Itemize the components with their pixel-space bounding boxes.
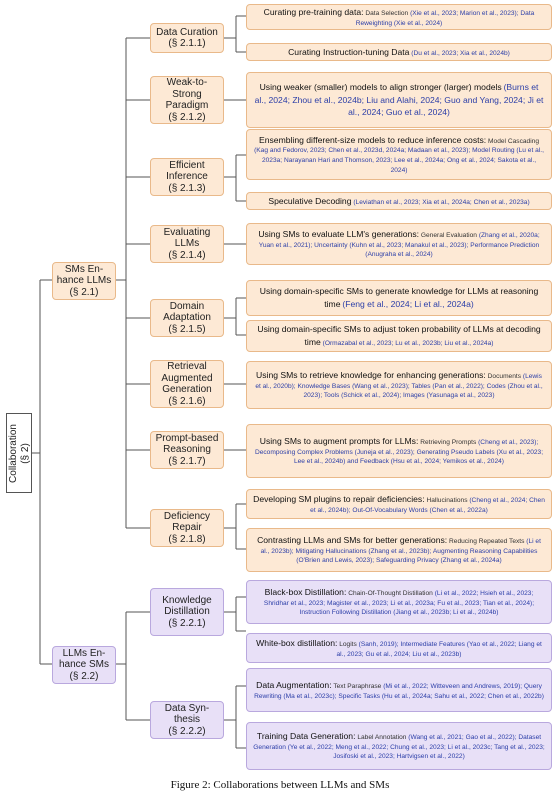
category-section: (§ 2.1.1)	[168, 38, 206, 49]
category-section: (§ 2.1.3)	[168, 182, 206, 194]
leaf-detail: Retrieving Prompts	[420, 439, 477, 447]
leaf-heading: Using domain-specific SMs to generate knowledge for LLMs at reasoning time	[259, 286, 539, 309]
category-weak-to-strong	[150, 76, 224, 124]
leaf-citations: (Xie et al., 2023; Marion et al., 2023); Data Reweighting (Xie et al., 2024)	[355, 9, 535, 27]
category-deficiency-repair	[150, 509, 224, 547]
category-data-curation	[150, 23, 224, 53]
category-title: Data Syn- thesis	[164, 702, 210, 726]
category-section: (§ 2.1.7)	[168, 455, 206, 467]
leaf-citations: (Li et al., 2022; Hsieh et al., 2023; Shridhar et al., 2023; Magister et al., 2023; Li et al., 2023a; Fu et al., 2023; Tian et al., 2024); Instruction Following Distillation (Jiang et al., 2023b; Li et al., 2024b)	[263, 590, 535, 617]
leaf-heading: Using SMs to evaluate LLM's generations:	[258, 229, 420, 240]
category-data-synthesis	[150, 701, 224, 739]
leaf-heading: Contrasting LLMs and SMs for better generations:	[257, 535, 448, 546]
leaf-detail: Chain-Of-Thought Distillation	[348, 590, 433, 598]
category-title: Prompt-based Reasoning	[155, 432, 219, 456]
category-title: Efficient Inference	[166, 159, 208, 183]
leaf-sm-plugins	[246, 489, 552, 519]
leaf-curating-instruction	[246, 43, 552, 61]
leaf-evaluating-generations	[246, 223, 552, 265]
category-section: (§ 2.1.8)	[168, 533, 206, 545]
leaf-heading: Curating pre-training data:	[263, 6, 364, 17]
leaf-heading: Speculative Decoding	[268, 195, 352, 206]
leaf-augment-prompts	[246, 424, 552, 478]
leaf-citations: (Burns et al., 2024; Zhou et al., 2024b; Liu and Alahi, 2024; Guo and Yang, 2024; Ji et al., 2024; Guo et al., 2024)	[254, 82, 544, 118]
leaf-detail: Model Cascading	[488, 137, 539, 145]
leaf-citations: (Lewis et al., 2020b); Knowledge Bases (Wang et al., 2023); Tables (Pan et al., 2022); Codes (Zhou et al., 2023); Tools (Schick et al., 2024); Images (Yasunaga et al., 2023)	[255, 373, 543, 400]
leaf-citations: (Zhang et al., 2020a; Yuan et al., 2021); Uncertainty (Kuhn et al., 2023; Manakul et al., 2023); Performance Prediction (Anugraha et al., 2024)	[258, 232, 540, 259]
category-section: (§ 2.1.4)	[168, 249, 206, 261]
category-efficient-inference	[150, 158, 224, 196]
leaf-data-augmentation	[246, 668, 552, 712]
category-section: (§ 2.1.2)	[168, 111, 206, 123]
leaf-heading: Developing SM plugins to repair deficiencies:	[253, 493, 425, 504]
figure-caption: Figure 2: Collaborations between LLMs and SMs	[170, 779, 390, 791]
branch-llms-enhance-sms	[52, 646, 116, 684]
category-title: Knowledge Distillation	[162, 594, 212, 618]
category-domain-adaptation	[150, 299, 224, 337]
category-title: Weak-to- Strong Paradigm	[165, 77, 209, 111]
leaf-citations: (Cheng et al., 2023); Decomposing Complex Problems (Juneja et al., 2023); Generating Pseudo Labels (Xu et al., 2023; Lee et al., 2024b) and Feedback (Hsu et al., 2024; Yemikos et al., 2024)	[254, 439, 544, 466]
leaf-citations: (Du et al., 2023; Xia et al., 2024b)	[411, 49, 510, 57]
root-label: Collaboration	[7, 423, 19, 483]
leaf-citations: (Feng et al., 2024; Li et al., 2024a)	[342, 299, 474, 309]
category-section: (§ 2.2.2)	[168, 725, 206, 737]
leaf-citations: (Kag and Fedorov, 2023; Chen et al., 2023d, 2024a; Madaan et al., 2023); Model Routing (Lu et al., 2023a; Narayanan Hari and Thomson, 2023; Lee et al., 2024a; Ong et al., 2024; Sakota et al., 2024)	[254, 147, 544, 174]
leaf-domain-knowledge	[246, 280, 552, 316]
leaf-detail: Text Paraphrase	[333, 682, 382, 690]
leaf-retrieve-knowledge	[246, 361, 552, 409]
category-prompt-based-reasoning	[150, 431, 224, 469]
leaf-heading: Training Data Generation:	[256, 731, 356, 742]
branch-title: SMs En- hance LLMs	[56, 263, 112, 287]
leaf-detail: Data Selection	[365, 9, 409, 17]
root-node	[6, 413, 32, 493]
category-retrieval-augmented-generation	[150, 360, 224, 408]
leaf-citations: (Leviathan et al., 2023; Xia et al., 2024a; Chen et al., 2023a)	[353, 198, 530, 206]
leaf-citations: (Wang et al., 2021; Gao et al., 2022); Dataset Generation (Ye et al., 2022; Meng et al., 2022; Chung et al., 2023; Li et al., 2023c; Tang et al., 2023; Josifoski et al., 2023; Hartvigsen et al., 2022)	[253, 734, 545, 761]
leaf-contrasting-models	[246, 528, 552, 572]
leaf-citations: (Sanh, 2019); Intermediate Features (Yao et al., 2022; Liang et al., 2023; Gu et al., 2024; Liu et al., 2023b)	[336, 640, 542, 658]
leaf-detail: Documents	[487, 373, 522, 381]
leaf-heading: White-box distillation:	[256, 637, 338, 648]
leaf-detail: General Evaluation	[420, 232, 477, 240]
leaf-curating-pretraining	[246, 4, 552, 30]
category-title: Evaluating LLMs	[163, 226, 211, 250]
leaf-weak-to-strong	[246, 72, 552, 128]
category-title: Data Curation	[156, 26, 218, 38]
root-section: (§ 2)	[19, 442, 30, 464]
branch-section: (§ 2.1)	[69, 286, 99, 298]
branch-title: LLMs En- hance SMs	[58, 647, 110, 671]
leaf-heading: Using domain-specific SMs to adjust token probability of LLMs at decoding time	[257, 324, 541, 347]
category-section: (§ 2.1.6)	[168, 395, 206, 407]
category-section: (§ 2.2.1)	[168, 617, 206, 629]
leaf-heading: Using weaker (smaller) models to align stronger (larger) models	[259, 82, 502, 93]
leaf-detail: Hallucinations	[426, 496, 468, 504]
category-title: Retrieval Augmented Generation	[161, 361, 213, 395]
category-title: Deficiency Repair	[163, 510, 211, 534]
leaf-black-box-distillation	[246, 580, 552, 624]
leaf-heading: Data Augmentation:	[256, 679, 332, 690]
branch-section: (§ 2.2)	[69, 670, 99, 682]
leaf-speculative-decoding	[246, 192, 552, 210]
leaf-citations: (Ormazabal et al., 2023; Lu et al., 2023b; Liu et al., 2024a)	[322, 340, 494, 347]
category-title: Domain Adaptation	[163, 300, 211, 324]
leaf-citations: (Li et al., 2023b); Mitigating Hallucinations (Zhang et al., 2023b); Augmenting Reasoning Capabilities (O'Brien and Lewis, 2023); Safeguarding Privacy (Zhang et al., 2024a)	[260, 538, 541, 565]
branch-sms-enhance-llms	[52, 262, 116, 300]
leaf-detail: Logits	[339, 640, 357, 648]
leaf-ensembling-models	[246, 129, 552, 180]
leaf-white-box-distillation	[246, 633, 552, 663]
leaf-heading: Ensembling different-size models to reduce inference costs:	[258, 134, 487, 145]
leaf-citations: (Cheng et al., 2024; Chen et al., 2024b); Out-Of-Vocabulary Words (Chen et al., 2022a)	[310, 496, 545, 514]
leaf-detail: Label Annotation	[357, 734, 407, 742]
leaf-heading: Using SMs to augment prompts for LLMs:	[259, 436, 419, 447]
category-section: (§ 2.1.5)	[168, 323, 206, 335]
leaf-citations: (Mi et al., 2022; Witteveen and Andrews, 2019); Query Rewriting (Ma et al., 2023c); Specific Tasks (Hu et al., 2024a; Sahu et al., 2022; Chen et al., 2022b)	[254, 682, 544, 700]
leaf-domain-token-probability	[246, 320, 552, 352]
leaf-heading: Curating Instruction-tuning Data	[288, 46, 410, 57]
leaf-training-data-generation	[246, 722, 552, 770]
category-evaluating-llms	[150, 225, 224, 263]
category-knowledge-distillation	[150, 588, 224, 636]
leaf-heading: Black-box Distillation:	[264, 587, 347, 598]
leaf-heading: Using SMs to retrieve knowledge for enhancing generations:	[256, 370, 486, 381]
leaf-detail: Reducing Repeated Texts	[449, 538, 525, 546]
